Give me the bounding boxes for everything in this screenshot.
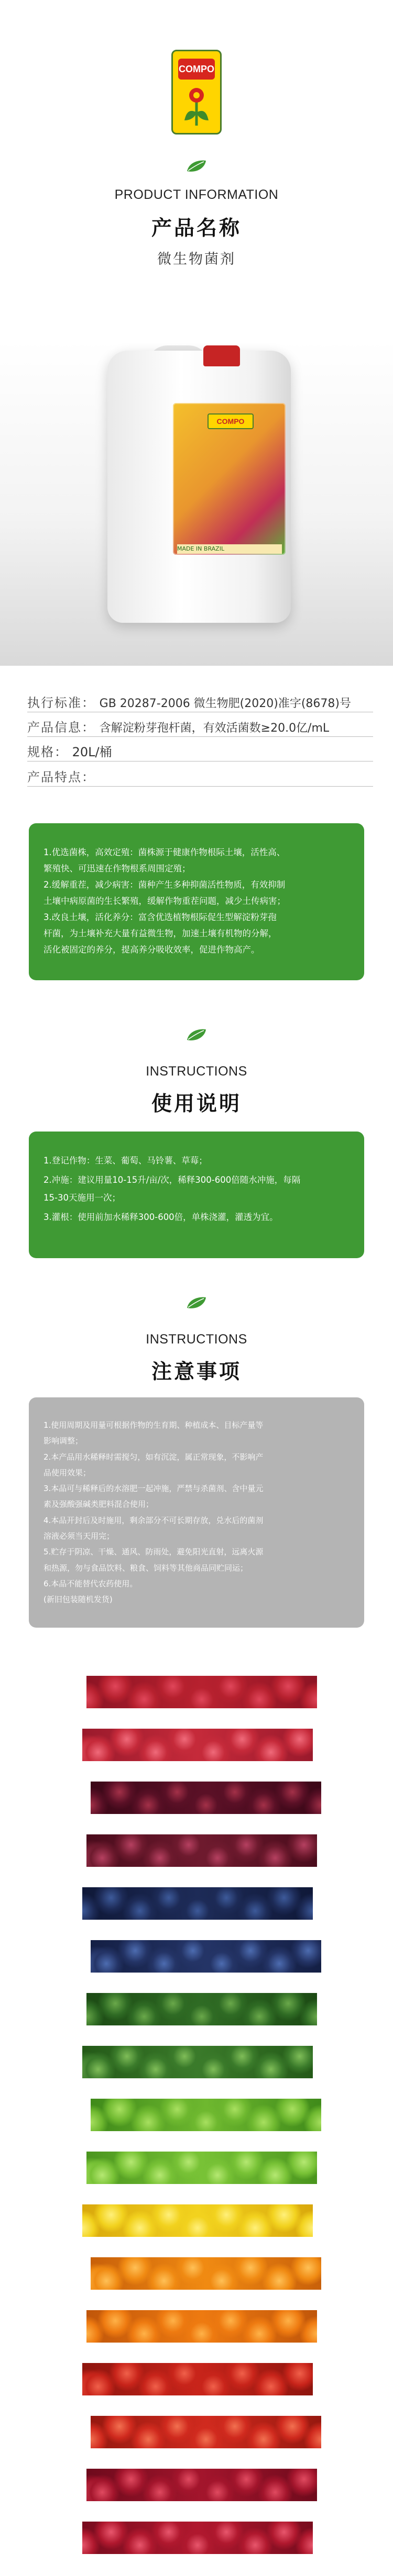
instruction-line: 15-30天施用一次； bbox=[43, 1193, 121, 1203]
section-cn-title: 产品名称 bbox=[151, 217, 242, 240]
feature-line: 杆菌，为土壤补充大量有益微生物，加速土壤有机物的分解， bbox=[43, 928, 277, 938]
note-line: 和热源，勿与食品饮料、粮食、饲料等其他商品同贮同运； bbox=[43, 1563, 248, 1573]
cucumber-strip-image bbox=[82, 2046, 313, 2078]
raspberry-strip-image bbox=[82, 1729, 313, 1761]
tomato-strip-image bbox=[82, 2363, 313, 2395]
feature-line: 3.改良土壤，活化养分：富含优选植物根际促生型解淀粉芽孢 bbox=[43, 912, 277, 922]
note-line: 5.贮存于阴凉、干燥、通风、防雨处，避免阳光直射，远离火源 bbox=[43, 1547, 264, 1557]
green-apple-strip-image bbox=[86, 2152, 317, 2184]
spec-label: 规格： bbox=[27, 745, 68, 759]
note-line: 6.本品不能替代农药使用。 bbox=[43, 1578, 138, 1588]
features-row bbox=[27, 767, 373, 785]
instruction-line: 3.灌根：使用前加水稀释300-600倍，单株浇灌，灌透为宜。 bbox=[43, 1212, 278, 1222]
grape-red-strip-image bbox=[86, 1834, 317, 1867]
note-line: 品使用效果； bbox=[43, 1468, 91, 1477]
blueberry-strip-image bbox=[91, 1940, 321, 1973]
jug-cap bbox=[203, 345, 240, 366]
feature-line: 土壤中病原菌的生长繁殖，缓解作物重茬问题，减少土传病害； bbox=[43, 896, 286, 906]
flower-icon bbox=[182, 84, 211, 126]
section-en-title: INSTRUCTIONS bbox=[146, 1332, 247, 1347]
section-cn-title: 注意事项 bbox=[151, 1360, 242, 1384]
divider bbox=[27, 736, 373, 737]
leaf-icon bbox=[185, 1295, 208, 1310]
section-en-title: INSTRUCTIONS bbox=[146, 1064, 247, 1079]
features-label: 产品特点： bbox=[27, 770, 95, 785]
spec-value: 20L/桶 bbox=[72, 745, 112, 759]
jug-label-text: MADE IN BRAZIL bbox=[177, 544, 282, 554]
standard-value: GB 20287-2006 微生物肥(2020)准字(8678)号 bbox=[99, 697, 351, 710]
grape-red-strip-image bbox=[91, 1782, 321, 1814]
section-en-title: PRODUCT INFORMATION bbox=[114, 187, 279, 202]
spec-row bbox=[27, 742, 373, 760]
notes-box bbox=[29, 1397, 364, 1628]
standard-row bbox=[27, 692, 373, 711]
raspberry-strip-image bbox=[86, 1676, 317, 1708]
product-name: 微生物菌剂 bbox=[157, 251, 236, 267]
feature-line: 2.缓解重茬，减少病害：菌种产生多种抑菌活性物质，有效抑制 bbox=[43, 880, 286, 890]
feature-line: 繁殖快、可迅速在作物根系周围定殖； bbox=[43, 864, 191, 873]
lemon-strip-image bbox=[82, 2204, 313, 2237]
features-box bbox=[29, 823, 364, 980]
green-apple-strip-image bbox=[91, 2099, 321, 2131]
note-line: 溶液必须当天用完； bbox=[43, 1531, 115, 1541]
leaf-icon bbox=[185, 159, 208, 173]
product-info-value: 含解淀粉芽孢杆菌，有效活菌数≥20.0亿/mL bbox=[99, 722, 330, 735]
note-line: 1.使用周期及用量可根据作物的生育期、种植成本、目标产量等 bbox=[43, 1420, 264, 1430]
note-line: 影响调整； bbox=[43, 1436, 83, 1446]
standard-label: 执行标准： bbox=[27, 696, 95, 710]
compo-logo bbox=[171, 50, 222, 135]
logo-wordmark: COMPO bbox=[178, 59, 215, 80]
jug-label-logo: COMPO bbox=[208, 413, 254, 429]
section-cn-title: 使用说明 bbox=[151, 1092, 242, 1116]
cucumber-strip-image bbox=[86, 1993, 317, 2025]
note-line: 2.本产品用水稀释时需搅匀，如有沉淀，属正常现象，不影响产 bbox=[43, 1452, 264, 1462]
product-info-label: 产品信息： bbox=[27, 720, 95, 735]
orange-strip-image bbox=[91, 2257, 321, 2290]
instruction-line: 2.冲施：建议用量10-15升/亩/次，稀释300-600倍随水冲施，每隔 bbox=[43, 1175, 301, 1185]
note-line: 素及强酸强碱类肥料混合使用； bbox=[43, 1499, 154, 1509]
note-line: (新旧包装随机发货) bbox=[43, 1595, 113, 1605]
instruction-line: 1.登记作物：生菜、葡萄、马铃薯、草莓； bbox=[43, 1156, 208, 1166]
pomegranate-strip-image bbox=[86, 2469, 317, 2501]
feature-line: 活化被固定的养分，提高养分吸收效率，促进作物高产。 bbox=[43, 945, 260, 955]
feature-line: 1.优选菌株，高效定殖：菌株源于健康作物根际土壤，活性高、 bbox=[43, 847, 286, 857]
blueberry-strip-image bbox=[82, 1887, 313, 1920]
tomato-strip-image bbox=[91, 2416, 321, 2448]
orange-strip-image bbox=[86, 2310, 317, 2343]
divider bbox=[27, 786, 373, 787]
instructions-box bbox=[29, 1132, 364, 1258]
pomegranate-strip-image bbox=[82, 2522, 313, 2554]
note-line: 3.本品可与稀释后的水溶肥一起冲施，严禁与杀菌剂、含中量元 bbox=[43, 1484, 264, 1494]
leaf-icon bbox=[185, 1027, 208, 1042]
product-info-row bbox=[27, 717, 373, 735]
note-line: 4.本品开封后及时施用，剩余部分不可长期存放，兑水后的菌剂 bbox=[43, 1515, 264, 1525]
